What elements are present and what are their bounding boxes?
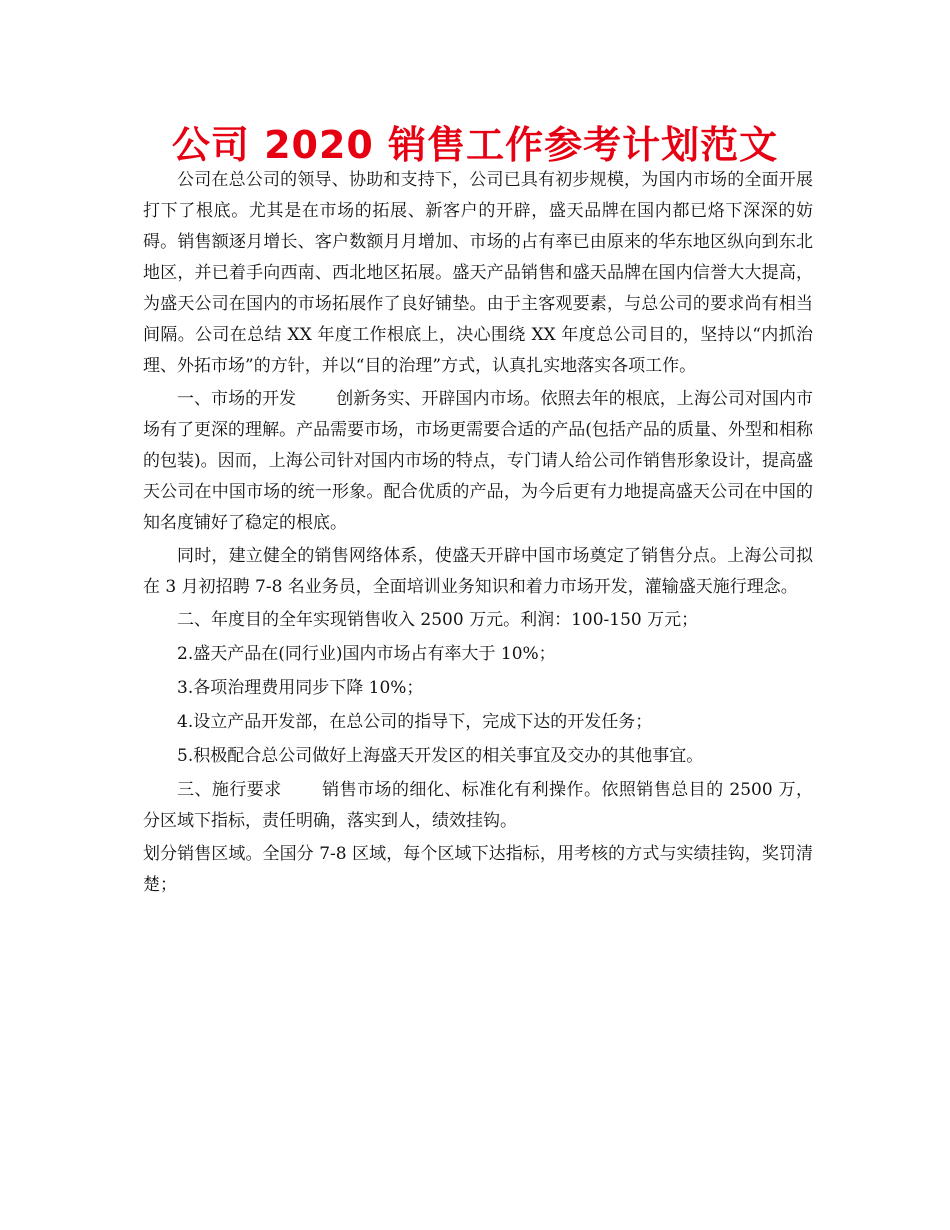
document-title: 公司 2020 销售工作参考计划范文 <box>171 123 779 167</box>
section-2-item: 4.设立产品开发部，在总公司的指导下，完成下达的开发任务； <box>177 712 653 732</box>
closing-paragraph: 划分销售区域。全国分 7-8 区域，每个区域下达指标，用考核的方式与实绩挂钩，奖罚清楚； <box>143 844 813 895</box>
network-paragraph: 同时，建立健全的销售网络体系，使盛天开辟中国市场奠定了销售分点。上海公司拟在 3 月初招聘 7-8 名业务员，全面培训业务知识和着力市场开发，灌输盛天施行理念。 <box>143 546 813 597</box>
section-1-heading: 一、市场的开发 <box>177 389 297 409</box>
section-2-item: 3.各项治理费用同步下降 10%； <box>177 678 424 698</box>
intro-paragraph: 公司在总公司的领导、协助和支持下，公司已具有初步规模，为国内市场的全面开展打下了根底。尤其是在市场的拓展、新客户的开辟，盛天品牌在国内都已烙下深深的妨碍。销售额逐月增长、客户数额月月增加、市场的占有率已由原来的华东地区纵向到东北地区，并已着手向西南、西北地区拓展。盛天产品销售和盛天品牌在国内信誉大大提高，为盛天公司在国内的市场拓展作了良好铺垫。由于主客观要素，与总公司的要求尚有相当间隔。公司在总结 XX 年度工作根底上，决心围绕 XX 年度总公司目的，坚持以“内抓治理、外拓市场”的方针，并以“目的治理”方式，认真扎实地落实各项工作。 <box>143 170 813 376</box>
document-body <box>143 165 813 901</box>
section-3-paragraph <box>143 775 813 837</box>
section-1-paragraph <box>143 384 813 539</box>
section-2-item: 2.盛天产品在(同行业)国内市场占有率大于 10%； <box>177 644 556 664</box>
section-3-text: 销售市场的细化、标准化有利操作。依照销售总目的 2500 万，分区域下指标，责任明确，落实到人，绩效挂钩。 <box>143 780 813 831</box>
section-2-line-1: 二、年度目的全年实现销售收入 2500 万元。利润：100-150 万元； <box>177 610 699 630</box>
section-3-heading: 三、施行要求 <box>177 780 282 800</box>
section-2-item: 5.积极配合总公司做好上海盛天开发区的相关事宜及交办的其他事宜。 <box>177 746 704 766</box>
section-1-text: 创新务实、开辟国内市场。依照去年的根底，上海公司对国内市场有了更深的理解。产品需要市场，市场更需要合适的产品(包括产品的质量、外型和相称的包装)。因而，上海公司针对国内市场的特点，专门请人给公司作销售形象设计，提高盛天公司在中国市场的统一形象。配合优质的产品，为今后更有力地提高盛天公司在中国的知名度铺好了稳定的根底。 <box>143 389 814 533</box>
